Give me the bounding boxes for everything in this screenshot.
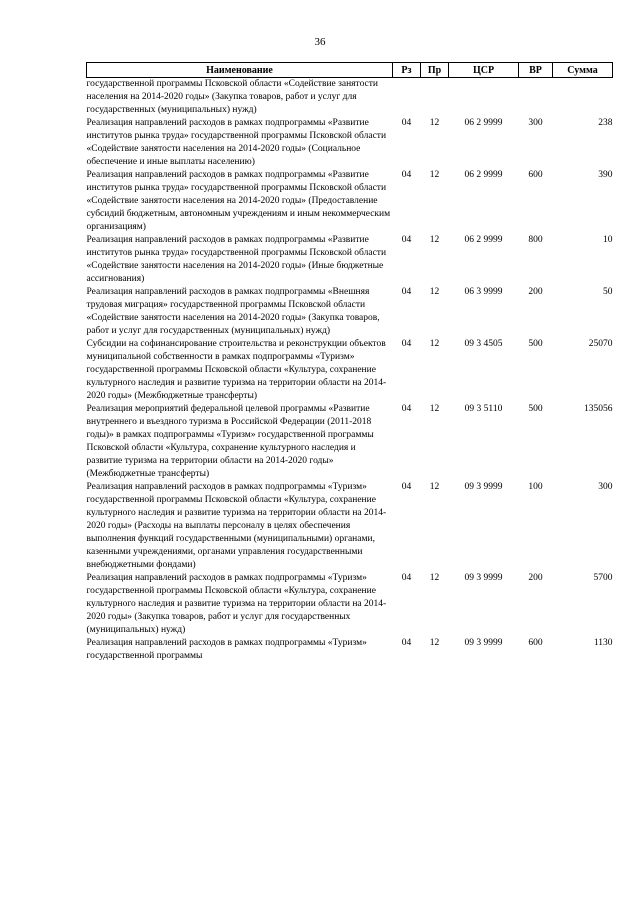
row-vr: 100 bbox=[528, 482, 543, 492]
table-row bbox=[87, 117, 613, 169]
row-csr: 06 2 9999 bbox=[464, 235, 503, 245]
row-sum: 238 bbox=[598, 118, 613, 128]
row-sum: 1130 bbox=[593, 638, 613, 648]
row-vr: 800 bbox=[528, 235, 543, 245]
row-pr: 12 bbox=[429, 339, 440, 349]
row-pr: 12 bbox=[429, 287, 440, 297]
header-csr: ЦСР bbox=[449, 63, 519, 78]
header-rz: Рз bbox=[393, 63, 421, 78]
budget-table bbox=[86, 62, 613, 663]
row-vr: 300 bbox=[528, 118, 543, 128]
row-name: государственной программы Псковской области «Содействие занятости населения на 2014-2020 годы» (Закупка товаров, работ и услуг для государственных (муниципальных) нужд) bbox=[86, 79, 379, 115]
table-row bbox=[87, 637, 613, 663]
row-csr: 06 2 9999 bbox=[464, 118, 503, 128]
header-pr: Пр bbox=[421, 63, 449, 78]
row-rz: 04 bbox=[401, 118, 412, 128]
row-name: Реализация направлений расходов в рамках подпрограммы «Туризм» государственной программы Псковской области «Культура, сохранение культурного наследия и развитие туризма на территории области на 2014-2020 годы» (Закупка товаров, работ и услуг для государственных (муниципальных) нужд) bbox=[86, 573, 387, 635]
row-rz: 04 bbox=[401, 482, 412, 492]
row-pr bbox=[421, 78, 449, 118]
header-vr: ВР bbox=[519, 63, 553, 78]
row-csr: 09 3 5110 bbox=[464, 404, 503, 414]
row-pr: 12 bbox=[429, 573, 440, 583]
row-vr: 600 bbox=[528, 638, 543, 648]
row-sum bbox=[553, 78, 613, 118]
table-row bbox=[87, 403, 613, 481]
row-sum: 25070 bbox=[588, 339, 613, 349]
row-name: Реализация направлений расходов в рамках подпрограммы «Туризм» государственной программы Псковской области «Культура, сохранение культурного наследия и развитие туризма на территории области на 2014-2020 годы» (Расходы на выплаты персоналу в целях обеспечения выполнения функций государственными (муниципальными) органами, казенными учреждениями, органами управления государственными внебюджетными фондами) bbox=[86, 482, 387, 570]
row-rz: 04 bbox=[401, 638, 412, 648]
row-csr: 06 3 9999 bbox=[464, 287, 503, 297]
table-row bbox=[87, 286, 613, 338]
row-sum: 390 bbox=[598, 170, 613, 180]
row-rz: 04 bbox=[401, 339, 412, 349]
table-header-row bbox=[87, 63, 613, 78]
row-rz: 04 bbox=[401, 287, 412, 297]
table-row bbox=[87, 169, 613, 234]
row-pr: 12 bbox=[429, 638, 440, 648]
header-name: Наименование bbox=[87, 63, 393, 78]
row-pr: 12 bbox=[429, 482, 440, 492]
row-sum: 5700 bbox=[593, 573, 613, 583]
row-name: Реализация направлений расходов в рамках подпрограммы «Туризм» государственной программы bbox=[86, 638, 367, 661]
row-rz bbox=[393, 78, 421, 118]
table-row bbox=[87, 338, 613, 403]
page-number: 36 bbox=[314, 36, 326, 48]
row-pr: 12 bbox=[429, 404, 440, 414]
row-sum: 50 bbox=[603, 287, 613, 297]
row-vr: 500 bbox=[528, 404, 543, 414]
row-name: Реализация мероприятий федеральной целевой программы «Развитие внутреннего и въездного туризма в Российской Федерации (2011-2018 годы)» в рамках подпрограммы «Туризм» государственной программы Псковской области «Культура, сохранение культурного наследия и развитие туризма на территории области на 2014-2020 годы» (Межбюджетные трансферты) bbox=[86, 404, 374, 479]
row-sum: 10 bbox=[603, 235, 613, 245]
row-name: Реализация направлений расходов в рамках подпрограммы «Развитие институтов рынка труда» государственной программы Псковской области «Содействие занятости населения на 2014-2020 годы» (Предоставление субсидий бюджетным, автономным учреждениям и иным некоммерческим организациям) bbox=[86, 170, 391, 232]
table-row bbox=[87, 572, 613, 637]
row-pr: 12 bbox=[429, 118, 440, 128]
row-csr: 06 2 9999 bbox=[464, 170, 503, 180]
row-vr: 200 bbox=[528, 573, 543, 583]
row-csr bbox=[449, 78, 519, 118]
row-vr: 200 bbox=[528, 287, 543, 297]
row-sum: 300 bbox=[598, 482, 613, 492]
row-pr: 12 bbox=[429, 235, 440, 245]
row-rz: 04 bbox=[401, 404, 412, 414]
row-vr bbox=[519, 78, 553, 118]
header-sum: Сумма bbox=[553, 63, 613, 78]
row-csr: 09 3 9999 bbox=[464, 638, 503, 648]
row-name: Реализация направлений расходов в рамках подпрограммы «Внешняя трудовая миграция» государственной программы Псковской области «Содействие занятости населения на 2014-2020 годы» (Закупка товаров, работ и услуг для государственных (муниципальных) нужд) bbox=[86, 287, 380, 336]
row-pr: 12 bbox=[429, 170, 440, 180]
row-csr: 09 3 9999 bbox=[464, 482, 503, 492]
row-vr: 500 bbox=[528, 339, 543, 349]
row-name: Реализация направлений расходов в рамках подпрограммы «Развитие институтов рынка труда» государственной программы Псковской области «Содействие занятости населения на 2014-2020 годы» (Иные бюджетные ассигнования) bbox=[86, 235, 387, 284]
table-row bbox=[87, 234, 613, 286]
row-sum: 135056 bbox=[584, 404, 613, 414]
row-rz: 04 bbox=[401, 573, 412, 583]
table-row bbox=[87, 78, 613, 118]
row-name: Субсидии на софинансирование строительства и реконструкции объектов муниципальной собственности в рамках подпрограммы «Туризм» государственной программы Псковской области «Культура, сохранение культурного наследия и развитие туризма на территории области на 2014-2020 годы» (Межбюджетные трансферты) bbox=[86, 339, 387, 401]
row-csr: 09 3 4505 bbox=[464, 339, 503, 349]
row-name: Реализация направлений расходов в рамках подпрограммы «Развитие институтов рынка труда» государственной программы Псковской области «Содействие занятости населения на 2014-2020 годы» (Социальное обеспечение и иные выплаты населению) bbox=[86, 118, 387, 167]
row-rz: 04 bbox=[401, 170, 412, 180]
row-vr: 600 bbox=[528, 170, 543, 180]
row-rz: 04 bbox=[401, 235, 412, 245]
table-row bbox=[87, 481, 613, 572]
row-csr: 09 3 9999 bbox=[464, 573, 503, 583]
